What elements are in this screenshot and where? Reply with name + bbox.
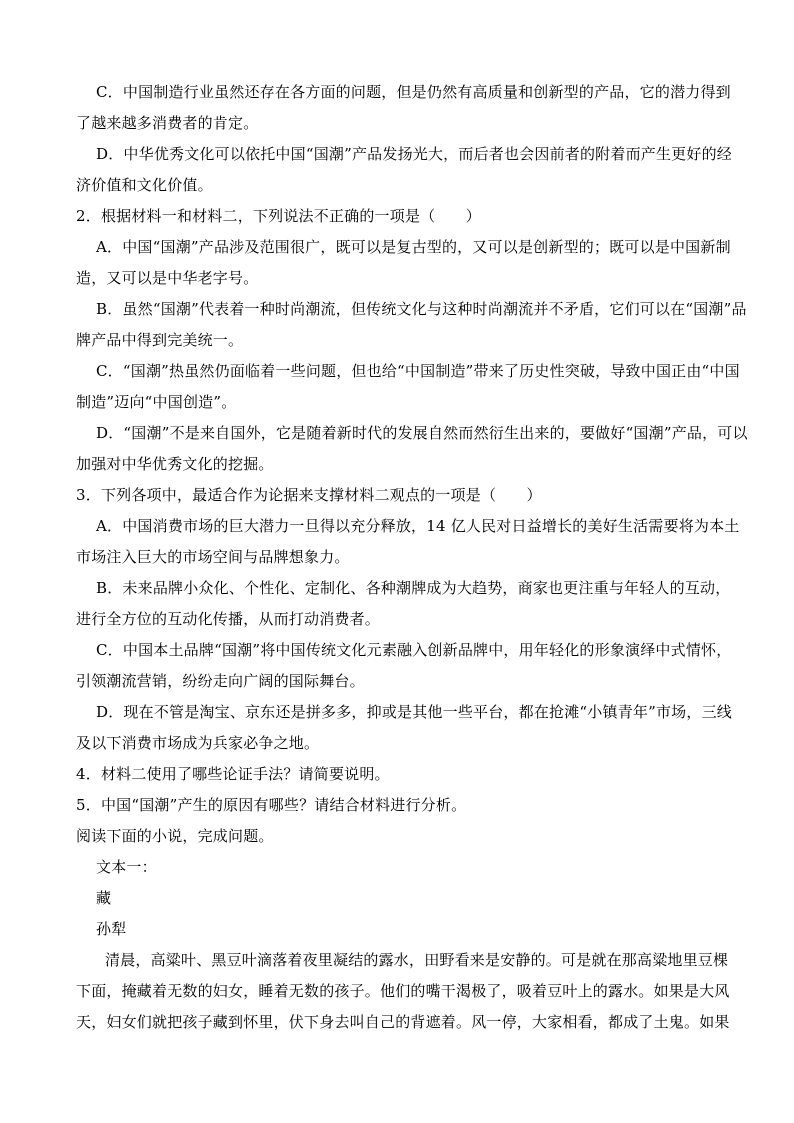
- question-5: 5．中国“国潮”产生的原因有哪些？请结合材料进行分析。: [76, 796, 467, 814]
- story-paragraph-line-3: 天，妇女们就把孩子藏到怀里，伏下身去叫自己的背遮着。风一停，大家相看，都成了土鬼。如果: [76, 1013, 730, 1031]
- q2-option-a-line-2: 造，又可以是中华老字号。: [76, 269, 259, 287]
- q2-option-a-line-1: A．中国“国潮”产品涉及范围很广，既可以是复古型的，又可以是创新型的；既可以是中国新制: [96, 238, 731, 256]
- story-title: 藏: [96, 889, 112, 907]
- text-one-label: 文本一：: [96, 858, 157, 876]
- q2-option-d-line-1: D．“国潮”不是来自国外，它是随着新时代的发展自然而然衍生出来的，要做好“国潮”产品，可以: [96, 424, 748, 442]
- question-4: 4．材料二使用了哪些论证手法？请简要说明。: [76, 765, 390, 783]
- reading-instruction: 阅读下面的小说，完成问题。: [76, 827, 274, 845]
- q2-option-d-line-2: 加强对中华优秀文化的挖掘。: [76, 455, 274, 473]
- q3-option-c-line-1: C．中国本土品牌“国潮”将中国传统文化元素融入创新品牌中，用年轻化的形象演绎中式情怀，: [96, 641, 732, 659]
- q3-option-c-line-2: 引领潮流营销，纷纷走向广阔的国际舞台。: [76, 672, 365, 690]
- q3-option-d-line-2: 及以下消费市场成为兵家必争之地。: [76, 734, 320, 752]
- q2-option-c-line-1: C．“国潮”热虽然仍面临着一些问题，但也给“中国制造”带来了历史性突破，导致中国正由“中国: [96, 362, 740, 380]
- option-d-line-2: 济价值和文化价值。: [76, 176, 213, 194]
- option-d-line-1: D．中华优秀文化可以依托中国“国潮”产品发扬光大，而后者也会因前者的附着而产生更好的经: [96, 145, 732, 163]
- story-paragraph-line-2: 下面，掩藏着无数的妇女，睡着无数的孩子。他们的嘴干渴极了，吸着豆叶上的露水。如果是大风: [76, 982, 730, 1000]
- question-2: 2．根据材料一和材料二，下列说法不正确的一项是（ ）: [76, 207, 481, 225]
- q2-option-b-line-2: 牌产品中得到完美统一。: [76, 331, 244, 349]
- q2-option-c-line-2: 制造”迈向“中国创造”。: [76, 393, 237, 411]
- option-c-line-1: C．中国制造行业虽然还存在各方面的问题，但是仍然有高质量和创新型的产品，它的潜力得到: [96, 83, 731, 101]
- story-paragraph-line-1: 清晨，高粱叶、黑豆叶滴落着夜里凝结的露水，田野看来是安静的。可是就在那高粱地里豆棵: [105, 951, 729, 969]
- story-author: 孙犁: [96, 920, 127, 938]
- question-3: 3．下列各项中，最适合作为论据来支撑材料二观点的一项是（ ）: [76, 486, 542, 504]
- q3-option-d-line-1: D．现在不管是淘宝、京东还是拼多多，抑或是其他一些平台，都在抢滩“小镇青年”市场，三线: [96, 703, 732, 721]
- q2-option-b-line-1: B．虽然“国潮”代表着一种时尚潮流，但传统文化与这种时尚潮流并不矛盾，它们可以在“国潮”品: [96, 300, 747, 318]
- q3-option-a-line-2: 市场注入巨大的市场空间与品牌想象力。: [76, 548, 350, 566]
- q3-option-b-line-1: B．未来品牌小众化、个性化、定制化、各种潮牌成为大趋势，商家也更注重与年轻人的互动，: [96, 579, 731, 597]
- option-c-line-2: 了越来越多消费者的肯定。: [76, 114, 259, 132]
- q3-option-b-line-2: 进行全方位的互动化传播，从而打动消费者。: [76, 610, 381, 628]
- q3-option-a-line-1: A．中国消费市场的巨大潜力一旦得以充分释放，14 亿人民对日益增长的美好生活需要将为本土: [96, 517, 740, 535]
